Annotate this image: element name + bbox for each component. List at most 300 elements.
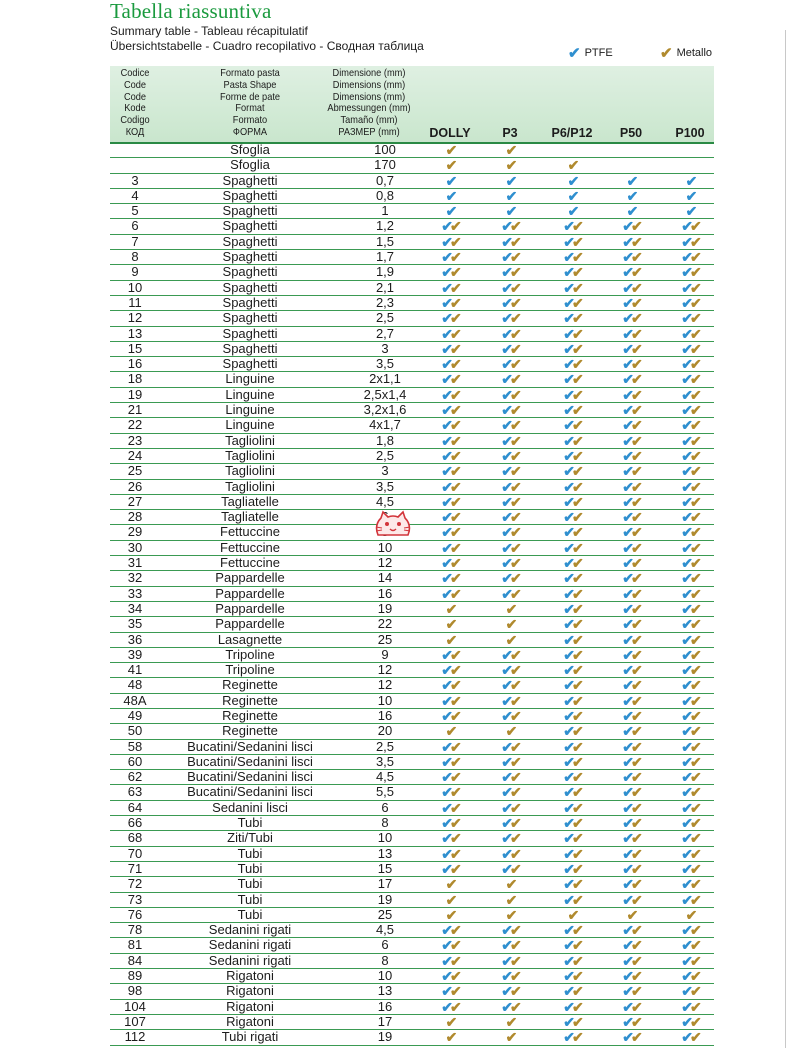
table-row <box>110 801 714 816</box>
check-blue-icon: ✔ <box>685 203 695 220</box>
check-gold-icon: ✔ <box>572 799 581 816</box>
check-blue-icon: ✔ <box>626 203 636 220</box>
cell-code: 5 <box>131 203 139 219</box>
check-blue-icon: ✔ <box>501 815 510 832</box>
cell-code: 71 <box>127 860 143 876</box>
cell-shape: Spaghetti <box>222 294 278 310</box>
cell-dimension: 20 <box>377 723 393 739</box>
cell-compat-p50 <box>609 1015 653 1029</box>
check-blue-icon: ✔ <box>563 478 572 495</box>
check-gold-icon: ✔ <box>572 417 581 434</box>
cell-shape: Sedanini rigati <box>208 922 292 938</box>
cell-compat-p100 <box>668 174 712 188</box>
cell-shape: Tubi <box>237 891 263 907</box>
check-blue-icon: ✔ <box>563 631 572 648</box>
check-blue-icon: ✔ <box>681 998 690 1015</box>
cell-compat-p50 <box>609 908 653 922</box>
cell-compat-p100 <box>668 1030 712 1044</box>
check-blue-icon: ✔ <box>563 585 572 602</box>
check-blue-icon: ✔ <box>681 447 690 464</box>
check-blue-icon: ✔ <box>681 860 690 877</box>
check-blue-icon: ✔ <box>441 707 450 724</box>
check-blue-icon: ✔ <box>441 753 450 770</box>
cell-compat-p100 <box>668 954 712 968</box>
check-blue-icon: ✔ <box>563 815 572 832</box>
table-row <box>110 403 714 418</box>
check-blue-icon: ✔ <box>622 264 631 281</box>
cell-compat-p3 <box>488 158 532 172</box>
check-gold-icon: ✔ <box>450 738 459 755</box>
check-gold-icon: ✔ <box>690 294 699 311</box>
cell-shape: Spaghetti <box>222 310 278 326</box>
check-gold-icon: ✔ <box>631 662 640 679</box>
check-gold-icon: ✔ <box>572 983 581 1000</box>
cell-compat-p50 <box>609 663 653 677</box>
cell-dimension: 2,5 <box>375 738 395 754</box>
check-gold-icon: ✔ <box>631 218 640 235</box>
check-gold-icon: ✔ <box>690 845 699 862</box>
cell-dimension: 2,5 <box>375 447 395 463</box>
cell-compat-dolly <box>428 755 472 769</box>
check-gold-icon: ✔ <box>690 447 699 464</box>
check-gold-icon: ✔ <box>572 218 581 235</box>
check-blue-icon: ✔ <box>622 402 631 419</box>
cell-compat-dolly <box>428 143 472 157</box>
cell-shape: Linguine <box>225 386 275 402</box>
cell-code: 72 <box>127 876 143 892</box>
check-blue-icon: ✔ <box>681 784 690 801</box>
check-blue-icon: ✔ <box>563 402 572 419</box>
check-gold-icon: ✔ <box>450 799 459 816</box>
table-row <box>110 938 714 953</box>
cell-dimension: 1 <box>381 203 389 219</box>
check-gold-icon: ✔ <box>690 432 699 449</box>
cell-compat-p50 <box>609 617 653 631</box>
cell-compat-p50 <box>609 403 653 417</box>
check-blue-icon: ✔ <box>441 294 450 311</box>
cell-compat-p3 <box>488 938 532 952</box>
check-blue-icon: ✔ <box>501 463 510 480</box>
check-gold-icon: ✔ <box>572 784 581 801</box>
check-gold-icon: ✔ <box>690 860 699 877</box>
check-gold-icon: ✔ <box>450 279 459 296</box>
cell-shape: Tubi <box>237 845 263 861</box>
cell-code: 31 <box>127 555 143 571</box>
check-gold-icon: ✔ <box>450 952 459 969</box>
header-line: РАЗМЕР (mm) <box>338 125 400 138</box>
cell-compat-p50 <box>609 694 653 708</box>
check-gold-icon: ✔ <box>631 555 640 572</box>
cell-compat-dolly <box>428 602 472 616</box>
check-blue-icon: ✔ <box>563 662 572 679</box>
check-blue-icon: ✔ <box>501 371 510 388</box>
check-blue-icon: ✔ <box>441 845 450 862</box>
check-blue-icon: ✔ <box>622 463 631 480</box>
cell-dimension: 8 <box>381 952 389 968</box>
cell-compat-dolly <box>428 342 472 356</box>
check-blue-icon: ✔ <box>622 233 631 250</box>
cell-compat-p100 <box>668 633 712 647</box>
cell-compat-dolly <box>428 923 472 937</box>
table-row <box>110 1000 714 1015</box>
check-blue-icon: ✔ <box>505 172 515 189</box>
cell-shape: Ziti/Tubi <box>227 830 273 846</box>
check-blue-icon: ✔ <box>563 860 572 877</box>
check-gold-icon: ✔ <box>690 509 699 526</box>
check-blue-icon: ✔ <box>626 172 636 189</box>
cell-shape: Tubi <box>237 815 263 831</box>
cell-dimension: 19 <box>377 891 393 907</box>
header-line: Code <box>123 90 147 103</box>
check-blue-icon: ✔ <box>441 677 450 694</box>
check-gold-icon: ✔ <box>690 616 699 633</box>
check-blue-icon: ✔ <box>622 876 631 893</box>
check-blue-icon: ✔ <box>501 340 510 357</box>
check-gold-icon: ✔ <box>631 998 640 1015</box>
cell-compat-p50 <box>609 938 653 952</box>
check-blue-icon: ✔ <box>441 249 450 266</box>
check-blue-icon: ✔ <box>563 1029 572 1046</box>
check-blue-icon: ✔ <box>563 539 572 556</box>
cell-compat-p100 <box>668 694 712 708</box>
cell-dimension: 25 <box>377 906 393 922</box>
check-blue-icon: ✔ <box>681 983 690 1000</box>
cell-compat-dolly <box>428 954 472 968</box>
cell-dimension: 6 <box>381 799 389 815</box>
cell-compat-p6-p12 <box>550 434 594 448</box>
check-gold-icon: ✔ <box>505 906 515 923</box>
table-row <box>110 587 714 602</box>
check-blue-icon: ✔ <box>622 968 631 985</box>
check-gold-icon: ✔ <box>572 1013 581 1030</box>
cell-dimension: 0,8 <box>375 187 395 203</box>
check-blue-icon: ✔ <box>681 325 690 342</box>
check-blue-icon: ✔ <box>563 294 572 311</box>
check-blue-icon: ✔ <box>681 570 690 587</box>
cell-compat-p3 <box>488 770 532 784</box>
check-blue-icon: ✔ <box>568 45 581 62</box>
cell-compat-p3 <box>488 418 532 432</box>
check-gold-icon: ✔ <box>572 998 581 1015</box>
check-gold-icon: ✔ <box>631 539 640 556</box>
check-blue-icon: ✔ <box>563 310 572 327</box>
cell-shape: Linguine <box>225 402 275 418</box>
check-blue-icon: ✔ <box>563 968 572 985</box>
cell-compat-dolly <box>428 663 472 677</box>
cell-compat-p6-p12 <box>550 877 594 891</box>
check-blue-icon: ✔ <box>681 249 690 266</box>
cell-compat-p50 <box>609 847 653 861</box>
check-gold-icon: ✔ <box>505 600 515 617</box>
cell-compat-p3 <box>488 663 532 677</box>
cell-compat-p3 <box>488 816 532 830</box>
legend-ptfe <box>568 44 613 62</box>
cell-shape: Spaghetti <box>222 279 278 295</box>
table-row <box>110 189 714 204</box>
cell-compat-dolly <box>428 357 472 371</box>
cell-dimension: 16 <box>377 998 393 1014</box>
check-blue-icon: ✔ <box>622 646 631 663</box>
check-gold-icon: ✔ <box>510 340 519 357</box>
header-line: Format <box>235 102 265 115</box>
check-blue-icon: ✔ <box>626 187 636 204</box>
cell-compat-p100 <box>668 571 712 585</box>
check-gold-icon: ✔ <box>510 646 519 663</box>
subtitle-line-2: Übersichtstabelle - Cuadro recopilativo - Сводная таблица <box>110 39 424 53</box>
cell-compat-dolly <box>428 418 472 432</box>
cell-compat-dolly <box>428 984 472 998</box>
cell-compat-p50 <box>609 434 653 448</box>
cell-compat-p50 <box>609 648 653 662</box>
check-gold-icon: ✔ <box>631 463 640 480</box>
check-blue-icon: ✔ <box>441 356 450 373</box>
check-blue-icon: ✔ <box>622 1029 631 1046</box>
table-row <box>110 617 714 632</box>
check-gold-icon: ✔ <box>631 799 640 816</box>
check-blue-icon: ✔ <box>563 753 572 770</box>
check-blue-icon: ✔ <box>563 218 572 235</box>
check-blue-icon: ✔ <box>563 738 572 755</box>
cell-compat-dolly <box>428 265 472 279</box>
check-gold-icon: ✔ <box>510 753 519 770</box>
cell-code: 23 <box>127 432 143 448</box>
check-blue-icon: ✔ <box>441 478 450 495</box>
cell-shape: Bucatini/Sedanini lisci <box>187 738 313 754</box>
check-gold-icon: ✔ <box>690 692 699 709</box>
header-line: Pasta Shape <box>223 78 277 91</box>
check-blue-icon: ✔ <box>501 524 510 541</box>
check-gold-icon: ✔ <box>572 815 581 832</box>
cell-compat-p100 <box>668 938 712 952</box>
check-blue-icon: ✔ <box>622 922 631 939</box>
check-blue-icon: ✔ <box>622 340 631 357</box>
cell-compat-p6-p12 <box>550 357 594 371</box>
cell-compat-p100 <box>668 785 712 799</box>
check-blue-icon: ✔ <box>622 509 631 526</box>
check-gold-icon: ✔ <box>690 662 699 679</box>
check-blue-icon: ✔ <box>622 1013 631 1030</box>
check-gold-icon: ✔ <box>572 233 581 250</box>
cell-compat-dolly <box>428 571 472 585</box>
check-gold-icon: ✔ <box>445 876 455 893</box>
cell-shape: Rigatoni <box>226 983 274 999</box>
cell-compat-p100 <box>668 984 712 998</box>
cell-compat-p3 <box>488 510 532 524</box>
check-blue-icon: ✔ <box>622 356 631 373</box>
check-gold-icon: ✔ <box>450 463 459 480</box>
check-blue-icon: ✔ <box>563 799 572 816</box>
cell-compat-p100 <box>668 969 712 983</box>
check-gold-icon: ✔ <box>510 968 519 985</box>
check-blue-icon: ✔ <box>563 356 572 373</box>
check-blue-icon: ✔ <box>622 631 631 648</box>
check-blue-icon: ✔ <box>622 983 631 1000</box>
check-blue-icon: ✔ <box>441 769 450 786</box>
cell-compat-dolly <box>428 556 472 570</box>
cell-code: 49 <box>127 707 143 723</box>
check-blue-icon: ✔ <box>501 325 510 342</box>
check-gold-icon: ✔ <box>660 45 673 62</box>
check-blue-icon: ✔ <box>563 447 572 464</box>
check-gold-icon: ✔ <box>631 570 640 587</box>
check-gold-icon: ✔ <box>450 769 459 786</box>
check-gold-icon: ✔ <box>510 784 519 801</box>
cell-compat-p50 <box>609 281 653 295</box>
cell-dimension: 0,7 <box>375 172 395 188</box>
check-gold-icon: ✔ <box>450 233 459 250</box>
check-gold-icon: ✔ <box>631 447 640 464</box>
cell-compat-p6-p12 <box>550 923 594 937</box>
table-row <box>110 281 714 296</box>
check-gold-icon: ✔ <box>510 524 519 541</box>
cell-compat-p100 <box>668 587 712 601</box>
cell-compat-dolly <box>428 724 472 738</box>
cell-compat-p100 <box>668 250 712 264</box>
check-gold-icon: ✔ <box>450 356 459 373</box>
check-blue-icon: ✔ <box>563 1013 572 1030</box>
cell-dimension: 3 <box>381 463 389 479</box>
header-line: Formato <box>232 114 268 127</box>
check-blue-icon: ✔ <box>681 402 690 419</box>
cell-shape: Tagliatelle <box>221 493 279 509</box>
check-blue-icon: ✔ <box>622 815 631 832</box>
table-row <box>110 418 714 433</box>
check-gold-icon: ✔ <box>631 983 640 1000</box>
cell-dimension: 10 <box>377 692 393 708</box>
check-blue-icon: ✔ <box>563 952 572 969</box>
check-gold-icon: ✔ <box>572 493 581 510</box>
check-gold-icon: ✔ <box>572 402 581 419</box>
table-row <box>110 219 714 234</box>
cell-compat-p50 <box>609 755 653 769</box>
subtitle-line-1: Summary table - Tableau récapitulatif <box>110 24 308 38</box>
cell-compat-p6-p12 <box>550 785 594 799</box>
check-gold-icon: ✔ <box>631 738 640 755</box>
check-gold-icon: ✔ <box>690 723 699 740</box>
cell-code: 89 <box>127 968 143 984</box>
cell-shape: Pappardelle <box>215 585 285 601</box>
cell-code: 84 <box>127 952 143 968</box>
cell-compat-p100 <box>668 265 712 279</box>
table-row <box>110 541 714 556</box>
cell-compat-p100 <box>668 281 712 295</box>
cell-shape: Reginette <box>222 723 278 739</box>
check-blue-icon: ✔ <box>622 386 631 403</box>
check-gold-icon: ✔ <box>445 1013 455 1030</box>
check-gold-icon: ✔ <box>510 799 519 816</box>
cell-compat-p50 <box>609 357 653 371</box>
cell-compat-p6-p12 <box>550 678 594 692</box>
check-blue-icon: ✔ <box>441 509 450 526</box>
check-blue-icon: ✔ <box>563 845 572 862</box>
cell-compat-p6-p12 <box>550 587 594 601</box>
cell-shape: Spaghetti <box>222 187 278 203</box>
cell-compat-dolly <box>428 831 472 845</box>
check-gold-icon: ✔ <box>690 218 699 235</box>
check-gold-icon: ✔ <box>572 937 581 954</box>
header-shape <box>175 68 325 139</box>
cell-compat-p50 <box>609 801 653 815</box>
check-gold-icon: ✔ <box>690 707 699 724</box>
cell-compat-p50 <box>609 1030 653 1044</box>
cell-compat-p3 <box>488 296 532 310</box>
cell-compat-p3 <box>488 556 532 570</box>
cell-code: 9 <box>131 264 139 280</box>
cell-compat-p3 <box>488 984 532 998</box>
check-blue-icon: ✔ <box>501 646 510 663</box>
table-row <box>110 648 714 663</box>
cell-compat-p50 <box>609 495 653 509</box>
cell-compat-p50 <box>609 984 653 998</box>
check-blue-icon: ✔ <box>501 386 510 403</box>
cell-code: 7 <box>131 233 139 249</box>
cell-shape: Reginette <box>222 692 278 708</box>
check-gold-icon: ✔ <box>631 692 640 709</box>
check-blue-icon: ✔ <box>441 662 450 679</box>
cell-compat-p100 <box>668 434 712 448</box>
table-row <box>110 755 714 770</box>
check-blue-icon: ✔ <box>563 371 572 388</box>
check-gold-icon: ✔ <box>690 386 699 403</box>
table-row <box>110 847 714 862</box>
cell-compat-p6-p12 <box>550 556 594 570</box>
cell-compat-p3 <box>488 571 532 585</box>
cell-shape: Tagliatelle <box>221 509 279 525</box>
cell-shape: Tubi <box>237 876 263 892</box>
check-gold-icon: ✔ <box>510 310 519 327</box>
table-row <box>110 908 714 923</box>
cell-compat-p50 <box>609 449 653 463</box>
check-gold-icon: ✔ <box>445 1029 455 1046</box>
cell-code: 30 <box>127 539 143 555</box>
check-gold-icon: ✔ <box>450 371 459 388</box>
cell-code: 70 <box>127 845 143 861</box>
cell-compat-p3 <box>488 862 532 876</box>
check-gold-icon: ✔ <box>450 249 459 266</box>
header-line: Dimensions (mm) <box>332 78 406 91</box>
check-blue-icon: ✔ <box>681 738 690 755</box>
check-blue-icon: ✔ <box>681 952 690 969</box>
cell-shape: Tagliolini <box>225 432 275 448</box>
check-blue-icon: ✔ <box>681 218 690 235</box>
table-row <box>110 342 714 357</box>
check-blue-icon: ✔ <box>501 845 510 862</box>
cell-compat-p50 <box>609 556 653 570</box>
check-blue-icon: ✔ <box>501 356 510 373</box>
table-row <box>110 372 714 387</box>
cell-dimension: 170 <box>374 157 396 173</box>
cell-dimension: 12 <box>377 677 393 693</box>
cell-dimension: 14 <box>377 570 393 586</box>
check-gold-icon: ✔ <box>450 585 459 602</box>
cell-compat-p3 <box>488 893 532 907</box>
check-gold-icon: ✔ <box>631 310 640 327</box>
table-row <box>110 724 714 739</box>
check-blue-icon: ✔ <box>501 570 510 587</box>
cell-compat-p50 <box>609 587 653 601</box>
check-gold-icon: ✔ <box>505 616 515 633</box>
cell-compat-p3 <box>488 954 532 968</box>
cell-compat-p3 <box>488 464 532 478</box>
cell-compat-p3 <box>488 372 532 386</box>
check-blue-icon: ✔ <box>441 279 450 296</box>
cell-shape: Spaghetti <box>222 340 278 356</box>
cell-compat-p50 <box>609 1000 653 1014</box>
check-blue-icon: ✔ <box>501 509 510 526</box>
cell-shape: Sedanini rigati <box>208 952 292 968</box>
check-gold-icon: ✔ <box>690 264 699 281</box>
cell-compat-p3 <box>488 480 532 494</box>
